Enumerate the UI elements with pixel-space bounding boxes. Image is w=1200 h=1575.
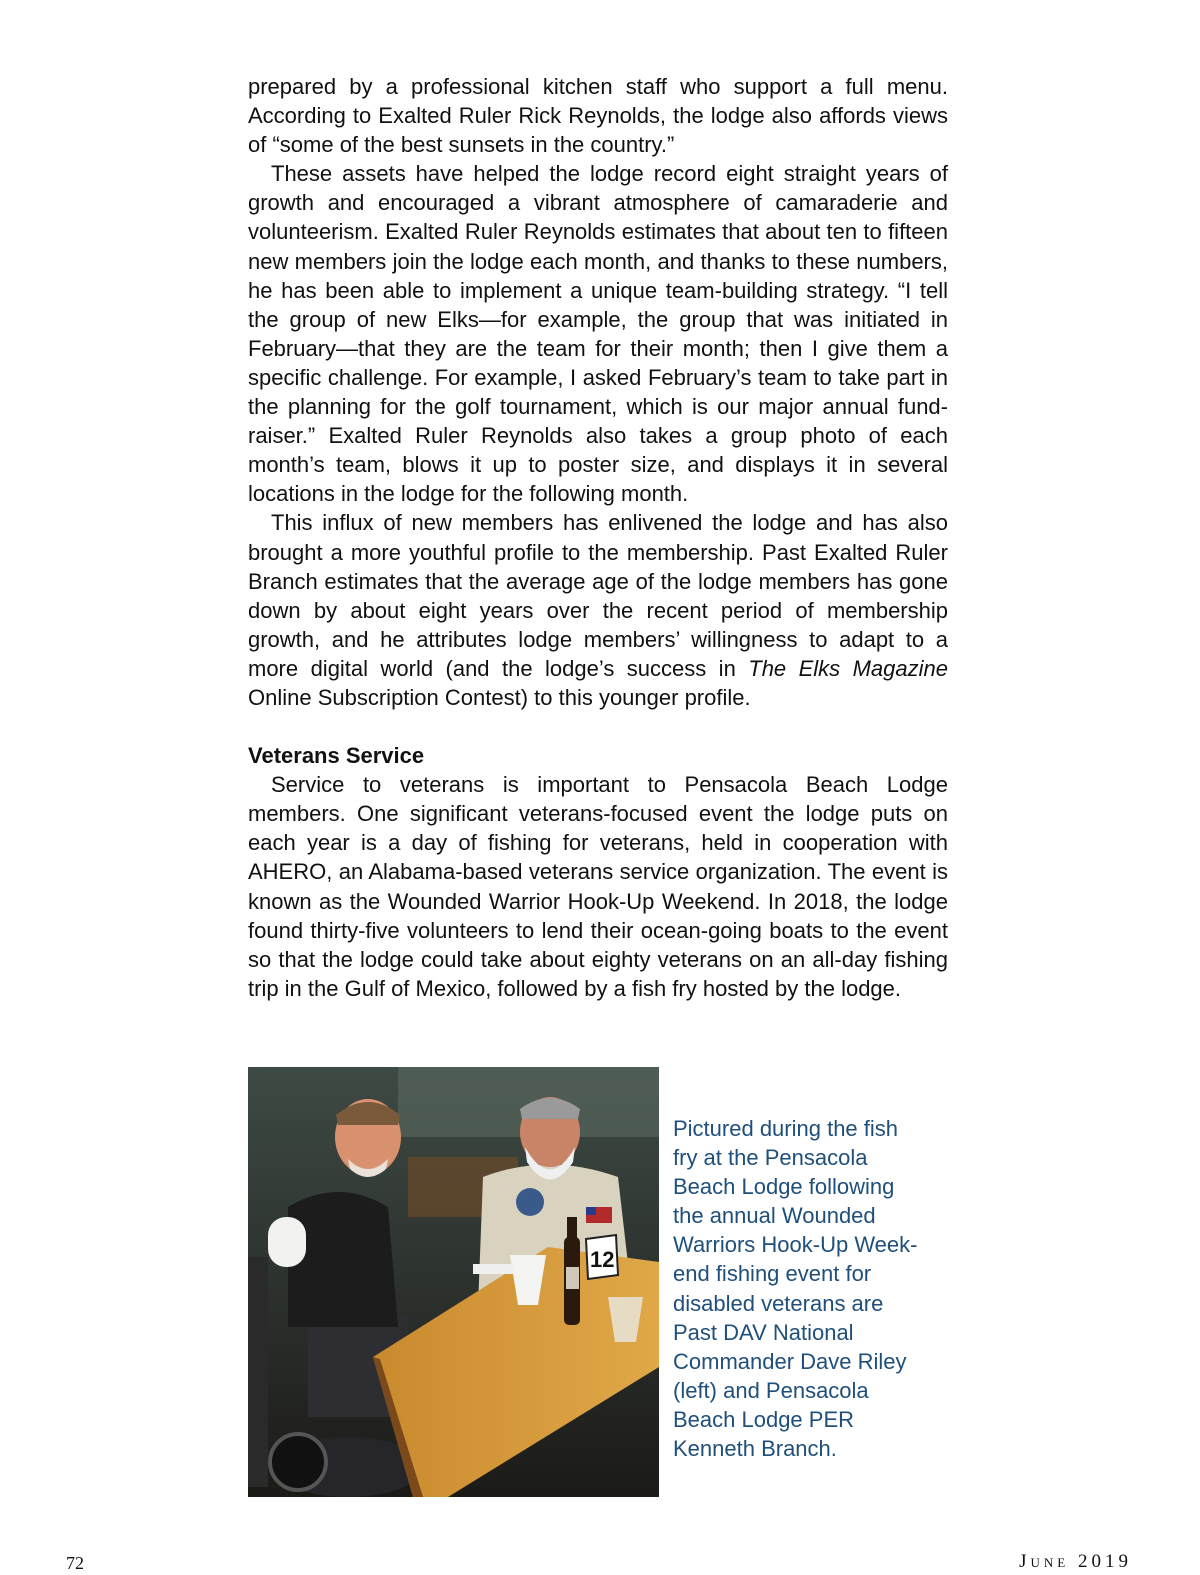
photo-illustration — [248, 1067, 659, 1497]
paragraph-3-start: This influx of new members has enlivened the lodge and has also brought a more youthful profile to the membership. Past Exalted Ruler Branch estimates that the average age of the lodge members has gone down by about eight years over the recent period of membership growth, and he attributes lodge members’ willingness to adapt to a more digital world (and the lodge’s success in — [248, 510, 948, 681]
caption-line: Commander Dave Riley — [673, 1348, 907, 1374]
napkin — [473, 1264, 513, 1274]
wheelchair-wheel — [270, 1434, 326, 1490]
caption-line: Warriors Hook-Up Week- — [673, 1232, 918, 1258]
caption-line: the annual Wounded — [673, 1203, 876, 1229]
paragraph-3 — [248, 508, 948, 712]
left-edge — [248, 1257, 268, 1487]
flag-canton — [586, 1207, 596, 1215]
caption-line: Past DAV National — [673, 1319, 854, 1345]
paragraph-1: prepared by a professional kitchen staff who support a full menu. According to Exalted Ruler Rick Reynolds, the lodge also affords views of “some of the best sunsets in the country.” — [248, 74, 948, 158]
caption-line: disabled veterans are — [673, 1290, 884, 1316]
caption-line: (left) and Pensacola — [673, 1377, 869, 1403]
caption-line: fry at the Pensacola — [673, 1145, 868, 1171]
shirt-patch — [516, 1188, 544, 1216]
page-number: 72 — [66, 1553, 84, 1573]
arm-bandage — [268, 1217, 306, 1267]
section-heading: Veterans Service — [248, 743, 425, 769]
bottle-neck — [567, 1217, 577, 1241]
table-number: 12 — [590, 1247, 615, 1272]
caption-line: Kenneth Branch. — [673, 1436, 837, 1462]
paragraph-3-end: Online Subscription Contest) to this younger profile. — [248, 684, 751, 710]
caption-line: Beach Lodge PER — [673, 1406, 855, 1432]
magazine-title: The Elks Magazine — [748, 655, 948, 681]
paragraph-4: Service to veterans is important to Pensacola Beach Lodge members. One significant veterans-focused event the lodge puts on each year is a day of fishing for veterans, held in cooperation with AHERO, an Alabama-based veterans service organization. The event is known as the Wounded Warrior Hook-Up Weekend. In 2018, the lodge found thirty-five volunteers to lend their ocean-going boats to the event so that the lodge could take about eighty veterans on an all-day fishing trip in the Gulf of Mexico, followed by a fish fry hosted by the lodge. — [248, 772, 948, 1001]
issue-date: June 2019 — [1019, 1551, 1132, 1572]
bottle-label — [566, 1267, 579, 1289]
caption-line: Beach Lodge following — [673, 1174, 895, 1200]
caption-line: end fishing event for — [673, 1261, 872, 1287]
man-left-shirt — [288, 1192, 398, 1327]
article-body — [248, 72, 948, 1003]
paragraph-2: These assets have helped the lodge record eight straight years of growth and encouraged a vibrant atmosphere of camaraderie and volunteerism. Exalted Ruler Reynolds estimates that about ten to fifteen new members join the lodge each month, and thanks to these numbers, he has been able to implement a unique team-building strategy. “I tell the group of new Elks—for example, the group that was initiated in February—that they are the team for their month; then I give them a specific challenge. For example, I asked February’s team to take part in the planning for the golf tournament, which is our major annual fund-raiser.” Exalted Ruler Reynolds also takes a group photo of each month’s team, blows it up to poster size, and displays it in several locations in the lodge for the following month. — [248, 161, 948, 507]
caption-line: Pictured during the fish — [673, 1116, 899, 1141]
photo-caption — [673, 1114, 943, 1463]
fish-fry-photo — [248, 1067, 659, 1497]
